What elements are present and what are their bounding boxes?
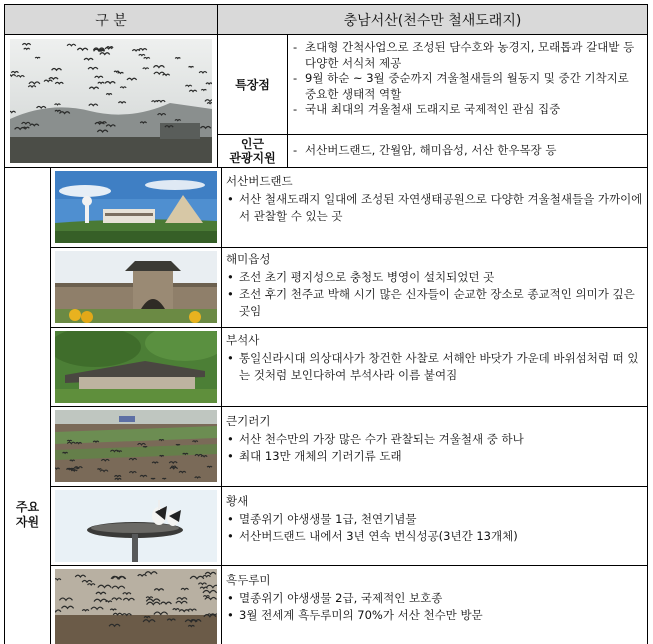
attraction-title: 부석사 [226,333,260,347]
bird-silhouette [160,456,164,457]
bird-silhouette [143,446,147,447]
birdland-photo [55,171,217,243]
nearby-list [293,143,556,159]
bird-silhouette [143,68,149,69]
attractions-label-line1: 주요 [15,500,40,514]
bird-silhouette [144,57,150,58]
nearby-label-line2: 관광지원 [229,151,276,165]
header-category [5,5,217,34]
attraction-bullets [226,350,644,384]
rule [50,247,648,248]
bird-silhouette [76,443,82,444]
attraction-bullet: • 최대 13만 개체의 기러기류 도래 [226,448,644,465]
bird-silhouette [201,456,207,457]
header-region [218,5,647,34]
bird-silhouette [176,444,180,445]
attraction-bullets [226,590,644,624]
attraction-birdland [226,174,644,246]
attraction-bean-goose [226,414,644,486]
features-label-cell [218,35,287,134]
attraction-title: 황새 [226,494,249,508]
attraction-title: 흑두루미 [226,573,271,587]
haemi-fortress-photo [55,251,217,323]
bird-silhouette [171,466,175,467]
bird-silhouette [97,469,101,470]
features-list [293,40,643,118]
buseoksa-photo [55,331,217,403]
attractions-label-line2: 자원 [15,515,40,529]
bird-silhouette [93,441,99,442]
stork-photo [55,490,217,562]
bird-silhouette [120,87,126,88]
bird-silhouette [159,440,164,441]
features-content [293,40,643,134]
attraction-stork [226,494,644,564]
attraction-hooded-crane [226,573,644,644]
attraction-title: 서산버드랜드 [226,174,293,188]
rule [50,406,648,407]
hero-photo-birds [10,39,212,163]
features-label: 특장점 [235,77,270,92]
bird-silhouette [55,104,61,105]
rule [4,167,648,168]
feature-item: - 9월 하순 ~ 3월 중순까지 겨울철새들의 월동지 및 중간 기착지로 중요한 생태적 역할 [293,71,643,102]
feature-item: - 국내 최대의 겨울철새 도래지로 국제적인 관심 집중 [293,102,643,118]
bird-silhouette [188,625,194,626]
bird-silhouette [207,466,212,467]
bird-silhouette [162,478,166,479]
bird-silhouette [189,66,194,67]
bird-silhouette [24,48,30,49]
nearby-value: - 서산버드랜드, 간월암, 해미읍성, 서산 한우목장 등 [293,143,556,159]
bird-silhouette [144,617,150,618]
bird-silhouette [110,609,116,610]
attraction-bullet: • 멸종위기 야생생물 2급, 국제적인 보호종 [226,590,644,607]
nearby-content [293,135,643,167]
attraction-bullet: • 서산 천수만의 가장 많은 수가 관찰되는 겨울철새 중 하나 [226,431,644,448]
attraction-bullet: • 멸종위기 야생생물 1급, 천연기념물 [226,511,644,528]
header-category-label: 구 분 [95,12,127,29]
attraction-bullet: • 서산버드랜드 내에서 3년 연속 번식성공(3년간 13개체) [226,528,644,545]
attraction-bullet: • 통일신라시대 의상대사가 창건한 사찰로 서해안 바닷가 가운데 바위섬처럼 떠 있는 것처럼 보인다하여 부석사라 이름 붙여짐 [226,350,644,384]
rule [4,34,648,35]
rule [50,486,648,487]
bird-silhouette [106,601,112,602]
bird-silhouette [35,57,40,58]
bird-silhouette [63,452,68,453]
bird-silhouette [175,120,181,121]
bird-silhouette [71,470,77,471]
attraction-buseoksa [226,333,644,405]
bird-silhouette [201,89,206,90]
attractions-side-label [5,500,50,540]
rule [50,327,648,328]
header-region-title: 충남서산(천수만 철새도래지) [343,12,522,29]
attraction-bullet: • 3월 전세계 흑두루미의 70%가 서산 천수만 방문 [226,607,644,624]
bird-silhouette [55,110,61,111]
rule [50,565,648,566]
bird-silhouette [152,462,158,463]
attraction-bullets [226,269,644,320]
nearby-label-cell [218,135,287,167]
attraction-bullets [226,191,644,225]
nearby-label-line1: 인근 [240,137,265,151]
bean-goose-photo [55,410,217,482]
attraction-haemi [226,252,644,326]
bird-silhouette [118,72,124,73]
bird-silhouette [70,460,75,461]
bird-silhouette [114,71,119,72]
bird-silhouette [151,478,155,479]
hooded-crane-photo [55,569,217,644]
attraction-bullet: • 서산 철새도래지 일대에 조성된 자연생태공원으로 다양한 겨울철새들을 가까이에서 관찰할 수 있는 곳 [226,191,644,225]
attraction-bullet: • 조선 후기 천주교 박해 시기 많은 신자들이 순교한 장소로 종교적인 의미가 깊은 곳임 [226,286,644,320]
bird-silhouette [203,596,209,597]
attraction-bullets [226,431,644,465]
bird-silhouette [183,453,188,454]
bird-silhouette [76,468,80,469]
attraction-bullet: • 조선 초기 평지성으로 충청도 병영이 설치되었던 곳 [226,269,644,286]
bird-silhouette [106,94,112,95]
attraction-title: 해미읍성 [226,252,271,266]
rule [287,34,288,167]
attraction-title: 큰기러기 [226,414,271,428]
feature-item: - 초대형 간척사업으로 조성된 담수호와 농경지, 모래톱과 갈대밭 등 다양한 서식처 제공 [293,40,643,71]
bird-silhouette [175,58,180,59]
attraction-bullets [226,511,644,545]
bird-silhouette [67,440,72,441]
bird-silhouette [193,441,198,442]
bird-silhouette [195,477,201,478]
bird-silhouette [55,468,60,469]
